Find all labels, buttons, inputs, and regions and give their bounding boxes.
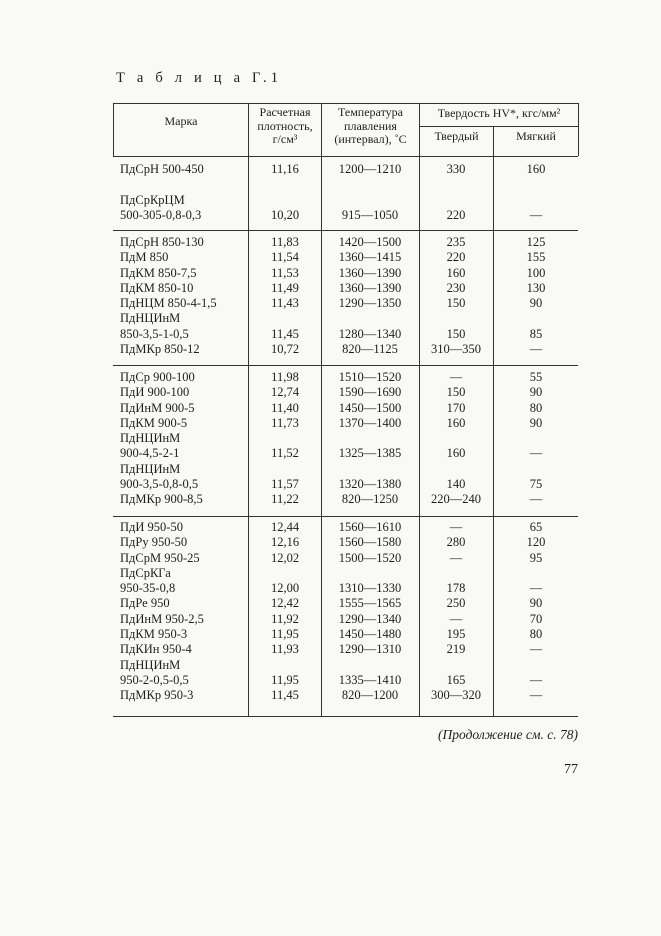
hardness-soft-cell: 160 [526, 162, 546, 176]
hardness-hard-cell: 140 [446, 477, 466, 492]
melting-range-cell: 1560—1580 [338, 535, 402, 550]
grade-cell: ПдСрМ 950-25 [120, 550, 200, 565]
melting-range-cell: 1450—1480 [338, 627, 402, 642]
hardness-hard-cell: 150 [446, 326, 466, 341]
grade-cell: ПдМКр 850-12 [120, 342, 200, 357]
hardness-soft-cell: 130 [526, 280, 546, 295]
melting-range-cell: 1335—1410 [338, 672, 402, 687]
density-cell [250, 193, 320, 208]
hardness-hard-cell: 219 [446, 642, 466, 657]
melting-range-cell: 1500—1520 [338, 550, 402, 565]
group-divider [113, 365, 578, 366]
grade-cell: ПдНЦМ 850-4-1,5 [120, 296, 217, 311]
density-cell: 10,72 [270, 342, 300, 357]
melting-range-cell: 1290—1310 [338, 642, 402, 657]
hardness-soft-cell: 95 [529, 550, 543, 565]
hardness-soft-cell [494, 462, 578, 477]
hardness-soft-cell: 80 [529, 627, 543, 642]
hardness-hard-cell: 300—320 [431, 688, 481, 703]
melting-range-cell: 1280—1340 [338, 326, 402, 341]
density-cell: 11,52 [271, 446, 299, 461]
hardness-hard-cell [420, 311, 492, 326]
density-cell: 11,93 [271, 642, 299, 657]
grade-cell: ПдКМ 950-3 [120, 627, 188, 642]
density-cell: 11,73 [271, 415, 299, 430]
hardness-hard-cell: 165 [446, 672, 466, 687]
grade-cell: 500-305-0,8-0,3 [120, 207, 202, 222]
density-cell: 12,44 [270, 520, 300, 534]
hardness-hard-cell: 250 [446, 596, 466, 611]
hardness-hard-cell: — [449, 370, 463, 384]
density-column-group [250, 520, 320, 704]
hardness-hard-cell [420, 177, 492, 192]
melting-range-cell [322, 177, 418, 192]
hardness-soft-cell: 155 [526, 250, 546, 265]
grade-cell: ПдИ 900-100 [120, 385, 190, 400]
melting-range-cell [322, 566, 418, 581]
header-density-line: плотность, [257, 118, 313, 133]
hardness-soft-cell: 65 [529, 520, 543, 534]
density-cell: 11,40 [271, 400, 299, 415]
melting-range-cell: 1560—1610 [338, 520, 402, 534]
grade-column-group [120, 162, 204, 223]
grade-cell: ПдИ 950-50 [120, 520, 183, 534]
hardness-hard-cell: 195 [446, 627, 466, 642]
density-cell [250, 177, 320, 192]
density-cell: 11,95 [271, 627, 299, 642]
grade-cell: ПдСрН 850-130 [120, 235, 204, 249]
density-cell [250, 658, 320, 673]
grade-cell: ПдКМ 850-7,5 [120, 265, 197, 280]
density-cell: 12,00 [270, 581, 300, 596]
density-cell: 11,53 [271, 265, 299, 280]
melting-range-cell: 1360—1390 [338, 280, 402, 295]
density-cell: 11,92 [271, 611, 299, 626]
hardness-hard-cell [420, 462, 492, 477]
density-cell [250, 311, 320, 326]
hardness-soft-cell [494, 566, 578, 581]
hardness-soft-cell: — [529, 207, 543, 222]
hardness-hard-cell: 160 [446, 415, 466, 430]
hardness-soft-cell: 75 [529, 477, 543, 492]
melting-range-cell: 820—1125 [342, 342, 398, 357]
hardness-soft-cell: — [529, 342, 543, 357]
header-melting-line: плавления [344, 118, 397, 133]
header-melting-line: Температура [338, 105, 403, 119]
hardness-soft-cell: 55 [529, 370, 543, 384]
melting-range-cell: 1555—1565 [338, 596, 402, 611]
grade-cell: 900-3,5-0,8-0,5 [120, 477, 199, 492]
density-cell [250, 431, 320, 446]
hardness-soft-cell [494, 193, 578, 208]
density-cell: 10,20 [270, 207, 300, 222]
hardness-hard-cell: 310—350 [431, 342, 481, 357]
hardness-hard-cell: 220 [446, 250, 466, 265]
melting-range-cell [322, 431, 418, 446]
hardness-soft-cell: 125 [526, 235, 546, 249]
melting-range-cell: 1325—1385 [338, 446, 402, 461]
hardness-soft-cell: 90 [529, 385, 543, 400]
hardness-soft-cell: 120 [526, 535, 546, 550]
density-cell: 11,49 [271, 280, 299, 295]
grade-cell: ПдИнМ 900-5 [120, 400, 195, 415]
grade-cell: ПдНЦИнМ [120, 461, 181, 476]
melting-column-group [322, 370, 418, 508]
table-bottom-rule [113, 716, 578, 717]
soft-column-group [494, 520, 578, 704]
grade-cell: ПдНЦИнМ [120, 311, 181, 326]
grade-cell: ПдНЦИнМ [120, 431, 181, 446]
hardness-soft-cell: — [529, 688, 543, 703]
hardness-hard-cell: 235 [446, 235, 466, 249]
header-grade: Марка [164, 114, 198, 128]
melting-range-cell: 1310—1330 [338, 581, 402, 596]
density-cell: 12,02 [270, 550, 300, 565]
hardness-soft-cell: 70 [529, 611, 543, 626]
melting-range-cell: 915—1050 [341, 207, 399, 222]
hardness-hard-cell: — [449, 520, 463, 534]
hardness-soft-cell: 85 [529, 326, 543, 341]
density-column-group [250, 370, 320, 508]
hardness-hard-cell: 160 [446, 265, 466, 280]
grade-column-group [120, 520, 204, 704]
hardness-soft-cell: 90 [529, 596, 543, 611]
soft-column-group [494, 235, 578, 357]
density-cell: 11,43 [271, 296, 299, 311]
density-column-group [250, 162, 320, 223]
soft-column-group [494, 162, 578, 223]
header-hard: Твердый [434, 129, 479, 143]
melting-range-cell: 1360—1390 [338, 265, 402, 280]
melting-column-group [322, 520, 418, 704]
grade-cell: 950-35-0,8 [120, 581, 176, 596]
hard-column-group [420, 370, 492, 508]
grade-cell: ПдИнМ 950-2,5 [120, 611, 204, 626]
hardness-hard-cell: 150 [446, 385, 466, 400]
density-cell: 11,45 [271, 688, 299, 703]
hardness-hard-cell: 230 [446, 280, 466, 295]
header-density-line: Расчетная [259, 105, 311, 119]
density-cell: 12,16 [270, 535, 300, 550]
continuation-note: (Продолжение см. с. 78) [438, 727, 578, 742]
hardness-hard-cell: 150 [446, 296, 466, 311]
hardness-soft-cell [494, 431, 578, 446]
grade-cell: 850-3,5-1-0,5 [120, 326, 189, 341]
melting-range-cell: 820—1250 [341, 492, 399, 507]
hardness-soft-cell: — [529, 492, 543, 507]
header-melting-line: (интервал), ˚С [334, 132, 407, 146]
melting-range-cell: 820—1200 [341, 688, 399, 703]
density-cell: 11,54 [271, 250, 299, 265]
density-cell: 11,22 [271, 492, 299, 507]
melting-range-cell: 1200—1210 [338, 162, 402, 176]
melting-range-cell: 1510—1520 [338, 370, 402, 384]
hard-column-group [420, 235, 492, 357]
hard-column-group [420, 162, 492, 223]
group-divider [113, 516, 578, 517]
melting-column-group [322, 162, 418, 223]
density-cell [250, 566, 320, 581]
melting-range-cell: 1290—1340 [338, 611, 402, 626]
hardness-subheader-rule [419, 126, 578, 127]
density-cell: 11,83 [271, 235, 299, 249]
header-bottom-rule [113, 156, 578, 157]
grade-cell: ПдКМ 850-10 [120, 280, 194, 295]
hardness-hard-cell [420, 431, 492, 446]
density-cell: 12,42 [270, 596, 300, 611]
hardness-hard-cell [420, 193, 492, 208]
grade-column-group [120, 370, 203, 508]
density-cell: 11,95 [271, 672, 299, 687]
hardness-soft-cell: — [529, 446, 543, 461]
grade-cell: ПдСр 900-100 [120, 370, 195, 384]
column-rule [113, 103, 114, 156]
hardness-soft-cell: — [529, 642, 543, 657]
density-cell: 11,16 [271, 162, 299, 176]
hardness-soft-cell: — [529, 581, 543, 596]
density-cell: 11,57 [271, 477, 299, 492]
column-rule [248, 103, 249, 716]
hardness-hard-cell: — [449, 550, 463, 565]
hardness-hard-cell: 330 [446, 162, 466, 176]
hardness-soft-cell: — [529, 672, 543, 687]
density-cell: 11,45 [271, 326, 299, 341]
melting-range-cell [322, 193, 418, 208]
melting-range-cell: 1370—1400 [338, 415, 402, 430]
grade-cell: ПдСрН 500-450 [120, 162, 204, 176]
header-soft: Мягкий [516, 129, 556, 143]
hardness-hard-cell: 160 [446, 446, 466, 461]
hardness-hard-cell [420, 566, 492, 581]
grade-cell: 950-2-0,5-0,5 [120, 672, 189, 687]
hardness-soft-cell: 100 [526, 265, 546, 280]
grade-cell: ПдРу 950-50 [120, 535, 188, 550]
density-cell [250, 462, 320, 477]
melting-range-cell: 1450—1500 [338, 400, 402, 415]
density-column-group [250, 235, 320, 357]
hard-column-group [420, 520, 492, 704]
hardness-soft-cell: 80 [529, 400, 543, 415]
melting-range-cell: 1290—1350 [338, 296, 402, 311]
grade-column-group [120, 235, 217, 357]
table-caption: Т а б л и ц а Г.1 [116, 70, 283, 86]
grade-cell: 900-4,5-2-1 [120, 446, 180, 461]
hardness-hard-cell: 220—240 [431, 492, 481, 507]
hardness-hard-cell: 220 [446, 207, 466, 222]
grade-cell: ПдМКр 900-8,5 [120, 492, 203, 507]
grade-cell: ПдСрКГа [120, 565, 171, 580]
grade-cell: ПдРе 950 [120, 596, 170, 611]
grade-cell [120, 177, 204, 192]
grade-cell: ПдКИн 950-4 [120, 642, 192, 657]
hardness-soft-cell: 90 [529, 415, 543, 430]
hardness-hard-cell: 170 [446, 400, 466, 415]
header-density-line: г/см³ [272, 132, 298, 146]
grade-cell: ПдНЦИнМ [120, 657, 181, 672]
hardness-soft-cell [494, 658, 578, 673]
hardness-hard-cell: 280 [446, 535, 466, 550]
page-number: 77 [564, 762, 578, 777]
header-melting [322, 106, 419, 147]
density-cell: 12,74 [270, 385, 300, 400]
table-top-rule [113, 103, 578, 104]
melting-range-cell [322, 658, 418, 673]
hardness-hard-cell: 178 [446, 581, 466, 596]
melting-range-cell [322, 311, 418, 326]
grade-cell: ПдСрКрЦМ [120, 192, 185, 207]
melting-range-cell: 1360—1415 [338, 250, 402, 265]
soft-column-group [494, 370, 578, 508]
grade-cell: ПдМ 850 [120, 250, 169, 265]
melting-range-cell: 1420—1500 [338, 235, 402, 249]
header-density [249, 106, 321, 147]
group-divider [113, 230, 578, 231]
melting-column-group [322, 235, 418, 357]
melting-range-cell: 1590—1690 [338, 385, 402, 400]
header-hardness: Твердость HV*, кгс/мм² [437, 106, 561, 120]
hardness-soft-cell [494, 311, 578, 326]
hardness-soft-cell: 90 [529, 296, 543, 311]
hardness-hard-cell [420, 658, 492, 673]
melting-range-cell [322, 462, 418, 477]
density-cell: 11,98 [271, 370, 299, 384]
hardness-soft-cell [494, 177, 578, 192]
melting-range-cell: 1320—1380 [338, 477, 402, 492]
hardness-hard-cell: — [449, 611, 463, 626]
column-rule [578, 103, 579, 156]
grade-cell: ПдКМ 900-5 [120, 415, 188, 430]
grade-cell: ПдМКр 950-3 [120, 688, 194, 703]
